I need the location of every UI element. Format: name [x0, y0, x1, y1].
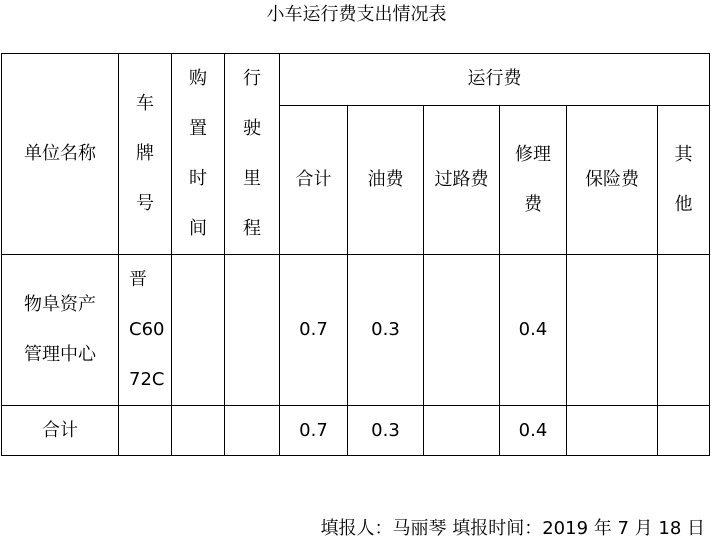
table-row — [2, 255, 710, 406]
total-repair: 0.4 — [500, 406, 567, 456]
header-fuel: 油费 — [348, 105, 424, 254]
cell-toll — [424, 255, 500, 406]
cell-repair: 0.4 — [500, 255, 567, 406]
header-other: 其 他 — [658, 105, 710, 254]
cell-insurance — [567, 255, 658, 406]
cost-table — [1, 53, 710, 456]
header-plate: 车 牌 号 — [119, 54, 172, 255]
header-total: 合计 — [280, 105, 348, 254]
cell-total: 0.7 — [280, 255, 348, 406]
header-mileage: 行 驶 里 程 — [225, 54, 280, 255]
cell-plate: 晋 C60 72C — [119, 255, 172, 406]
cell-other — [658, 255, 710, 406]
cell-purchase-time — [172, 255, 225, 406]
total-row — [2, 406, 710, 456]
header-insurance: 保险费 — [567, 105, 658, 254]
cell-unit: 物阜资产 管理中心 — [2, 255, 119, 406]
header-repair: 修理 费 — [500, 105, 567, 254]
cell-fuel: 0.3 — [348, 255, 424, 406]
cell-mileage — [225, 255, 280, 406]
total-total: 0.7 — [280, 406, 348, 456]
table-title: 小车运行费支出情况表 — [266, 4, 447, 25]
total-fuel: 0.3 — [348, 406, 424, 456]
total-label: 合计 — [2, 406, 119, 456]
header-purchase-time: 购 置 时 间 — [172, 54, 225, 255]
header-running-cost: 运行费 — [280, 54, 710, 106]
footer-reporter: 填报人：马丽琴 填报时间：2019 年 7 月 18 日 — [320, 518, 705, 539]
header-toll: 过路费 — [424, 105, 500, 254]
header-unit-name: 单位名称 — [2, 54, 119, 255]
